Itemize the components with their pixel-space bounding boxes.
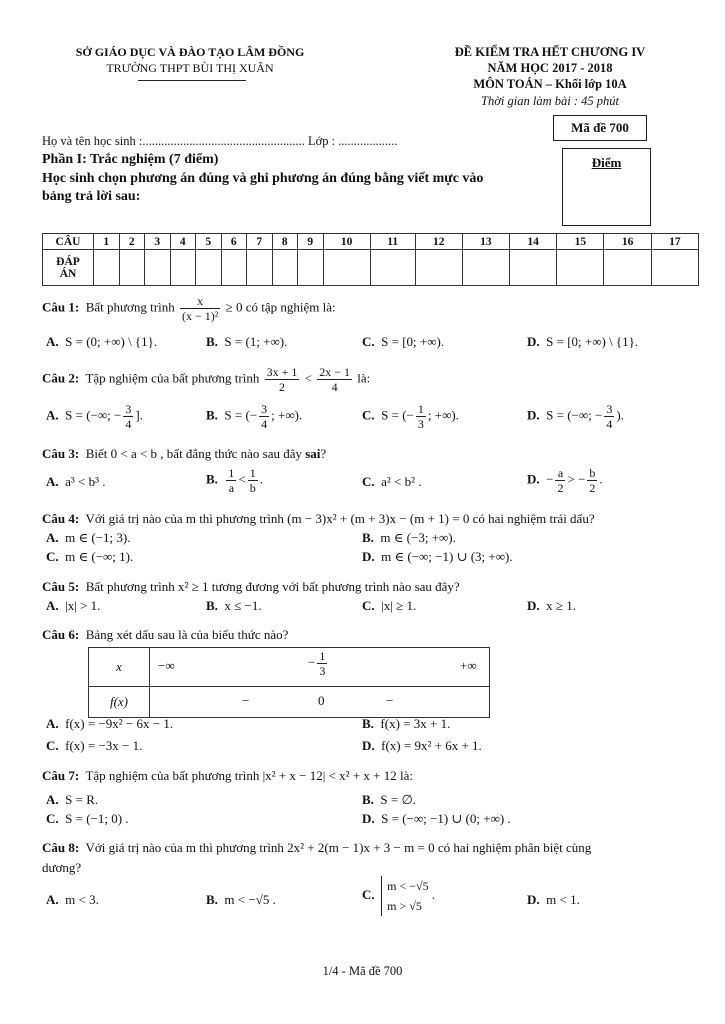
exam-code-box: Mã đề 700 xyxy=(553,115,647,141)
school-name: TRƯỜNG THPT BÙI THỊ XUÂN xyxy=(106,61,274,75)
answer-cell[interactable] xyxy=(170,250,196,286)
answer-cell[interactable] xyxy=(298,250,324,286)
question-6: Câu 6: Bảng xét dấu sau là của biểu thức nào? xyxy=(42,627,289,642)
answer-cell[interactable] xyxy=(196,250,222,286)
answer-table-number: 5 xyxy=(196,234,222,250)
q8-bracket: m < −√5 m > √5 xyxy=(381,876,428,916)
q3-option-b[interactable]: B. $\frac{1}{a}$ < $\frac{1}{b}$ . xyxy=(206,466,264,495)
q5-option-b[interactable]: B. x ≤ −1. xyxy=(206,598,262,613)
q3-option-c[interactable]: C. a² < b² . xyxy=(362,474,422,489)
q2-option-a[interactable]: A. S = (−∞; − $\frac{3}{4}$ ]. xyxy=(46,402,143,431)
q8-option-d[interactable]: D. m < 1. xyxy=(527,892,580,907)
q4-option-c[interactable]: C. m ∈ (−∞; 1). xyxy=(46,549,134,564)
answer-cell[interactable] xyxy=(272,250,298,286)
answer-row-label: ĐÁP ÁN xyxy=(43,250,94,286)
sign-table-f-row: − 0 − xyxy=(150,687,490,718)
subject: MÔN TOÁN – Khối lớp 10A xyxy=(473,77,627,91)
student-info-line: Họ và tên học sinh :.................................................... Lớp : ................... xyxy=(42,134,398,148)
answer-table-number: 13 xyxy=(462,234,509,250)
q4-option-d[interactable]: D. m ∈ (−∞; −1) ∪ (3; +∞). xyxy=(362,549,513,564)
q6-option-b[interactable]: B. f(x) = 3x + 1. xyxy=(362,716,451,731)
q4-option-b[interactable]: B. m ∈ (−3; +∞). xyxy=(362,530,456,545)
answer-cell[interactable] xyxy=(94,250,120,286)
question-1: Câu 1: Bất phương trình $\frac{x}{\text{(x − 1)²}}$ ≥ 0 có tập nghiệm là: xyxy=(42,294,336,323)
q5-option-c[interactable]: C. |x| ≥ 1. xyxy=(362,598,417,613)
answer-cell[interactable] xyxy=(415,250,462,286)
answer-table-number: 9 xyxy=(298,234,324,250)
q3-option-d[interactable]: D. − $\frac{a}{2}$ > − $\frac{b}{2}$ . xyxy=(527,466,603,495)
q2-option-b[interactable]: B. S = (− $\frac{3}{4}$ ; +∞). xyxy=(206,402,303,431)
q7-option-d[interactable]: D. S = (−∞; −1) ∪ (0; +∞) . xyxy=(362,811,511,826)
answer-table-number: 14 xyxy=(510,234,557,250)
answer-cell[interactable] xyxy=(370,250,415,286)
answer-table-number: 15 xyxy=(557,234,604,250)
q7-option-a[interactable]: A. S = R. xyxy=(46,792,99,807)
q1-option-b[interactable]: B. S = (1; +∞). xyxy=(206,334,288,349)
question-4: Câu 4: Với giá trị nào của m thì phương trình (m − 3)x² + (m + 3)x − (m + 1) = 0 có hai nghiệm trái dấu? xyxy=(42,511,595,526)
answer-table-number: 17 xyxy=(651,234,698,250)
sign-table xyxy=(88,647,490,718)
page-footer: 1/4 - Mã đề 700 xyxy=(322,964,403,978)
q1-option-a[interactable]: A. S = (0; +∞) \ {1}. xyxy=(46,334,158,349)
instruction-line-2: bảng trả lời sau: xyxy=(42,189,141,204)
answer-cell[interactable] xyxy=(221,250,247,286)
q5-option-d[interactable]: D. x ≥ 1. xyxy=(527,598,577,613)
q3-option-a[interactable]: A. a³ < b³ . xyxy=(46,474,106,489)
answer-cell[interactable] xyxy=(651,250,698,286)
time-limit: Thời gian làm bài : 45 phút xyxy=(481,94,619,108)
score-box xyxy=(562,148,651,226)
part-title: Phần I: Trắc nghiệm (7 điểm) xyxy=(42,152,219,167)
q1-option-d[interactable]: D. S = [0; +∞) \ {1}. xyxy=(527,334,639,349)
q7-option-c[interactable]: C. S = (−1; 0) . xyxy=(46,811,129,826)
question-5: Câu 5: Bất phương trình x² ≥ 1 tương đương với bất phương trình nào sau đây? xyxy=(42,579,460,594)
answer-cell[interactable] xyxy=(604,250,651,286)
q6-option-a[interactable]: A. f(x) = −9x² − 6x − 1. xyxy=(46,716,174,731)
q8-option-c[interactable]: C. m < −√5 m > √5 . xyxy=(362,876,435,916)
answer-cell[interactable] xyxy=(247,250,273,286)
answer-cell[interactable] xyxy=(145,250,171,286)
q4-option-a[interactable]: A. m ∈ (−1; 3). xyxy=(46,530,131,545)
answer-table-number: 6 xyxy=(221,234,247,250)
answer-table-number: 8 xyxy=(272,234,298,250)
school-underline xyxy=(138,80,246,81)
q2-option-c[interactable]: C. S = (− $\frac{1}{3}$ ; +∞). xyxy=(362,402,459,431)
answer-table-number: 10 xyxy=(323,234,370,250)
q2-option-d[interactable]: D. S = (−∞; − $\frac{3}{4}$ ). xyxy=(527,402,624,431)
answer-table-number: 1 xyxy=(94,234,120,250)
q1-option-c[interactable]: C. S = [0; +∞). xyxy=(362,334,445,349)
answer-cell[interactable] xyxy=(510,250,557,286)
answer-table-number: 3 xyxy=(145,234,171,250)
answer-cell[interactable] xyxy=(119,250,145,286)
school-year: NĂM HỌC 2017 - 2018 xyxy=(487,61,613,75)
answer-table-number: 16 xyxy=(604,234,651,250)
q6-option-d[interactable]: D. f(x) = 9x² + 6x + 1. xyxy=(362,738,482,753)
answer-table-number: 7 xyxy=(247,234,273,250)
q6-option-c[interactable]: C. f(x) = −3x − 1. xyxy=(46,738,143,753)
question-8: Câu 8: Với giá trị nào của m thì phương trình 2x² + 2(m − 1)x + 3 − m = 0 có hai nghiệm phân biệt cùng xyxy=(42,840,592,855)
answer-table-number: 2 xyxy=(119,234,145,250)
answer-table-header: CÂU xyxy=(43,234,94,250)
exam-title: ĐỀ KIỂM TRA HẾT CHƯƠNG IV xyxy=(454,45,646,59)
answer-cell[interactable] xyxy=(462,250,509,286)
department-name: SỞ GIÁO DỤC VÀ ĐÀO TẠO LÂM ĐỒNG xyxy=(75,45,305,59)
question-7: Câu 7: Tập nghiệm của bất phương trình |x² + x − 12| < x² + x + 12 là: xyxy=(42,768,413,783)
answer-cell[interactable] xyxy=(323,250,370,286)
q7-option-b[interactable]: B. S = ∅. xyxy=(362,792,417,807)
answer-table-number: 12 xyxy=(415,234,462,250)
q8-option-b[interactable]: B. m < −√5 . xyxy=(206,892,276,907)
question-8-continued: dương? xyxy=(42,860,82,875)
q8-option-a[interactable]: A. m < 3. xyxy=(46,892,99,907)
sign-table-f-label: f(x) xyxy=(89,687,150,718)
sign-table-x-row: −∞ − $\frac{1}{3}$ +∞ xyxy=(150,648,490,687)
answer-table xyxy=(42,233,699,286)
question-3: Câu 3: Biết 0 < a < b , bất đẳng thức nào sau đây sai? xyxy=(42,446,327,461)
instruction-line-1: Học sinh chọn phương án đúng và ghi phương án đúng bằng viết mực vào xyxy=(42,171,484,186)
q1-fraction: $\frac{x}{\text{(x − 1)²}}$ xyxy=(181,294,219,323)
answer-cell[interactable] xyxy=(557,250,604,286)
score-label: Điểm xyxy=(591,155,622,170)
sign-table-x-label: x xyxy=(89,648,150,687)
answer-table-number: 4 xyxy=(170,234,196,250)
q5-option-a[interactable]: A. |x| > 1. xyxy=(46,598,101,613)
answer-table-number: 11 xyxy=(370,234,415,250)
question-2: Câu 2: Tập nghiệm của bất phương trình $\frac{3x + 1}{2}$ < $\frac{2x - 1}{4}$ là: xyxy=(42,365,371,394)
